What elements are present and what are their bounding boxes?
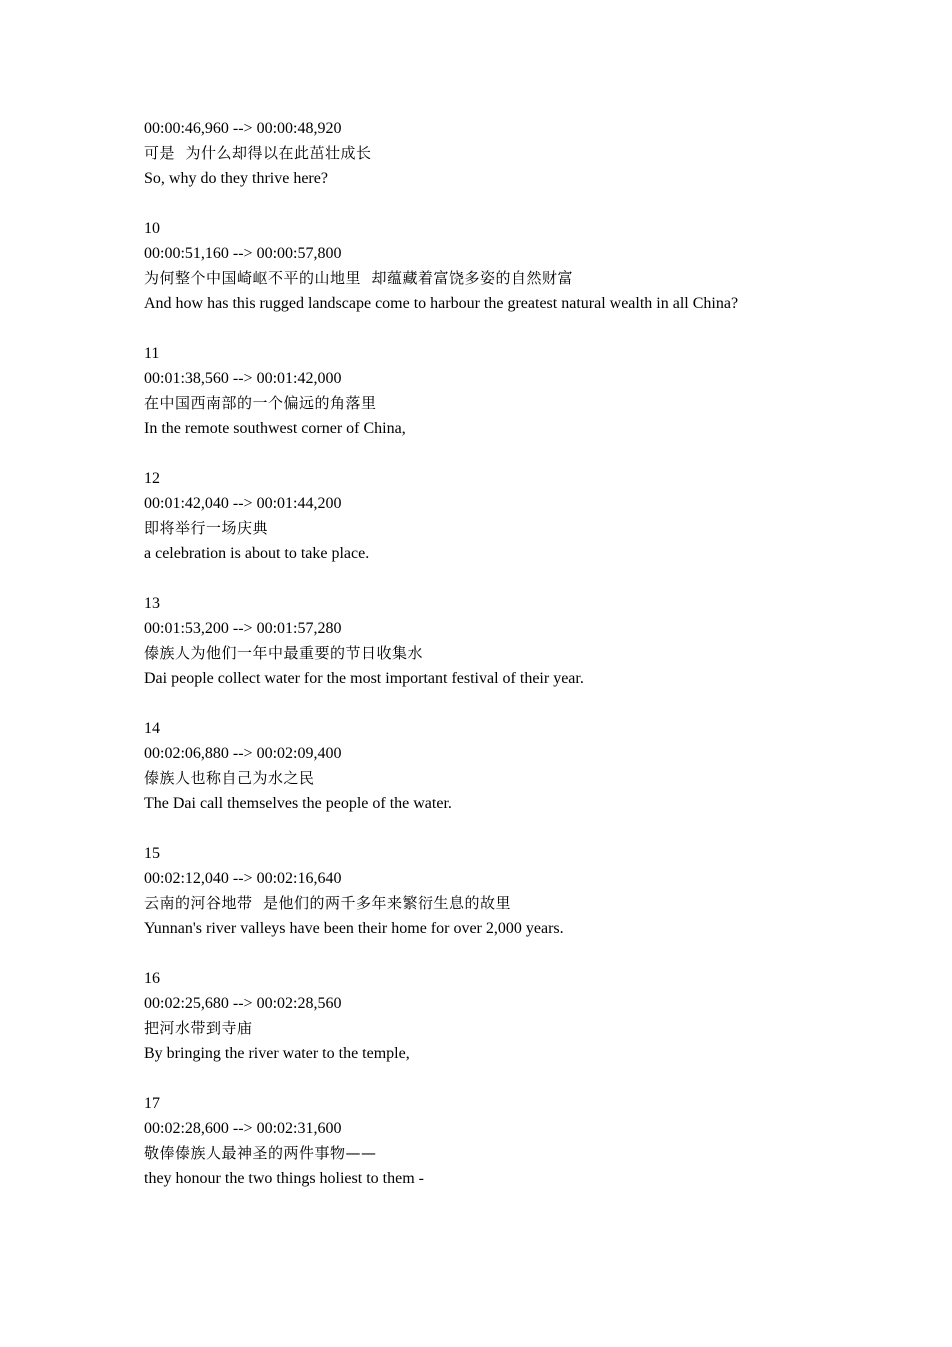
subtitle-timecode: 00:02:12,040 --> 00:02:16,640	[144, 870, 342, 887]
subtitle-chinese-text: 可是 为什么却得以在此茁壮成长	[144, 144, 372, 162]
subtitle-chinese-text: 云南的河谷地带 是他们的两千多年来繁衍生息的故里	[144, 894, 512, 912]
subtitle-chinese-text: 傣族人也称自己为水之民	[144, 769, 315, 787]
subtitle-timecode: 00:01:38,560 --> 00:01:42,000	[144, 370, 342, 387]
subtitle-index: 16	[144, 970, 160, 987]
entry-spacer	[144, 941, 904, 966]
subtitle-english-text: And how has this rugged landscape come to harbour the greatest natural wealth in all China?	[144, 295, 739, 312]
entry-spacer	[144, 191, 904, 216]
subtitle-timecode: 00:01:53,200 --> 00:01:57,280	[144, 620, 342, 637]
subtitle-chinese-text: 在中国西南部的一个偏远的角落里	[144, 394, 377, 412]
subtitle-entry	[144, 1091, 904, 1191]
subtitle-timecode: 00:02:06,880 --> 00:02:09,400	[144, 745, 342, 762]
subtitle-index: 10	[144, 220, 160, 237]
subtitle-entry	[144, 591, 904, 716]
subtitle-english-text: a celebration is about to take place.	[144, 545, 370, 562]
subtitle-english-text: The Dai call themselves the people of the water.	[144, 795, 452, 812]
subtitle-english-text: By bringing the river water to the temple,	[144, 1045, 410, 1062]
subtitle-index: 15	[144, 845, 160, 862]
subtitle-english-text: they honour the two things holiest to them -	[144, 1170, 424, 1187]
subtitle-entry	[144, 341, 904, 466]
entry-spacer	[144, 816, 904, 841]
subtitle-entry	[144, 716, 904, 841]
subtitle-entry	[144, 466, 904, 591]
subtitle-index: 12	[144, 470, 160, 487]
subtitle-entry	[144, 116, 904, 216]
entry-spacer	[144, 316, 904, 341]
subtitle-chinese-text: 为何整个中国崎岖不平的山地里 却蕴藏着富饶多姿的自然财富	[144, 269, 574, 287]
entry-spacer	[144, 691, 904, 716]
subtitle-index: 13	[144, 595, 160, 612]
subtitle-timecode: 00:02:25,680 --> 00:02:28,560	[144, 995, 342, 1012]
entry-spacer	[144, 441, 904, 466]
subtitle-list	[144, 116, 904, 1191]
subtitle-english-text: So, why do they thrive here?	[144, 170, 328, 187]
subtitle-index: 14	[144, 720, 160, 737]
subtitle-timecode: 00:01:42,040 --> 00:01:44,200	[144, 495, 342, 512]
subtitle-chinese-text: 傣族人为他们一年中最重要的节日收集水	[144, 644, 424, 662]
subtitle-chinese-text: 把河水带到寺庙	[144, 1019, 253, 1037]
subtitle-english-text: Dai people collect water for the most important festival of their year.	[144, 670, 584, 687]
subtitle-english-text: Yunnan's river valleys have been their home for over 2,000 years.	[144, 920, 564, 937]
entry-spacer	[144, 566, 904, 591]
subtitle-chinese-text: 敬俸傣族人最神圣的两件事物——	[144, 1144, 377, 1162]
subtitle-index: 17	[144, 1095, 160, 1112]
subtitle-chinese-text: 即将举行一场庆典	[144, 519, 269, 537]
subtitle-timecode: 00:00:51,160 --> 00:00:57,800	[144, 245, 342, 262]
subtitle-index: 11	[144, 345, 160, 362]
subtitle-timecode: 00:00:46,960 --> 00:00:48,920	[144, 120, 342, 137]
entry-spacer	[144, 1066, 904, 1091]
subtitle-english-text: In the remote southwest corner of China,	[144, 420, 406, 437]
subtitle-timecode: 00:02:28,600 --> 00:02:31,600	[144, 1120, 342, 1137]
subtitle-entry	[144, 841, 904, 966]
subtitle-entry	[144, 216, 904, 341]
subtitle-entry	[144, 966, 904, 1091]
